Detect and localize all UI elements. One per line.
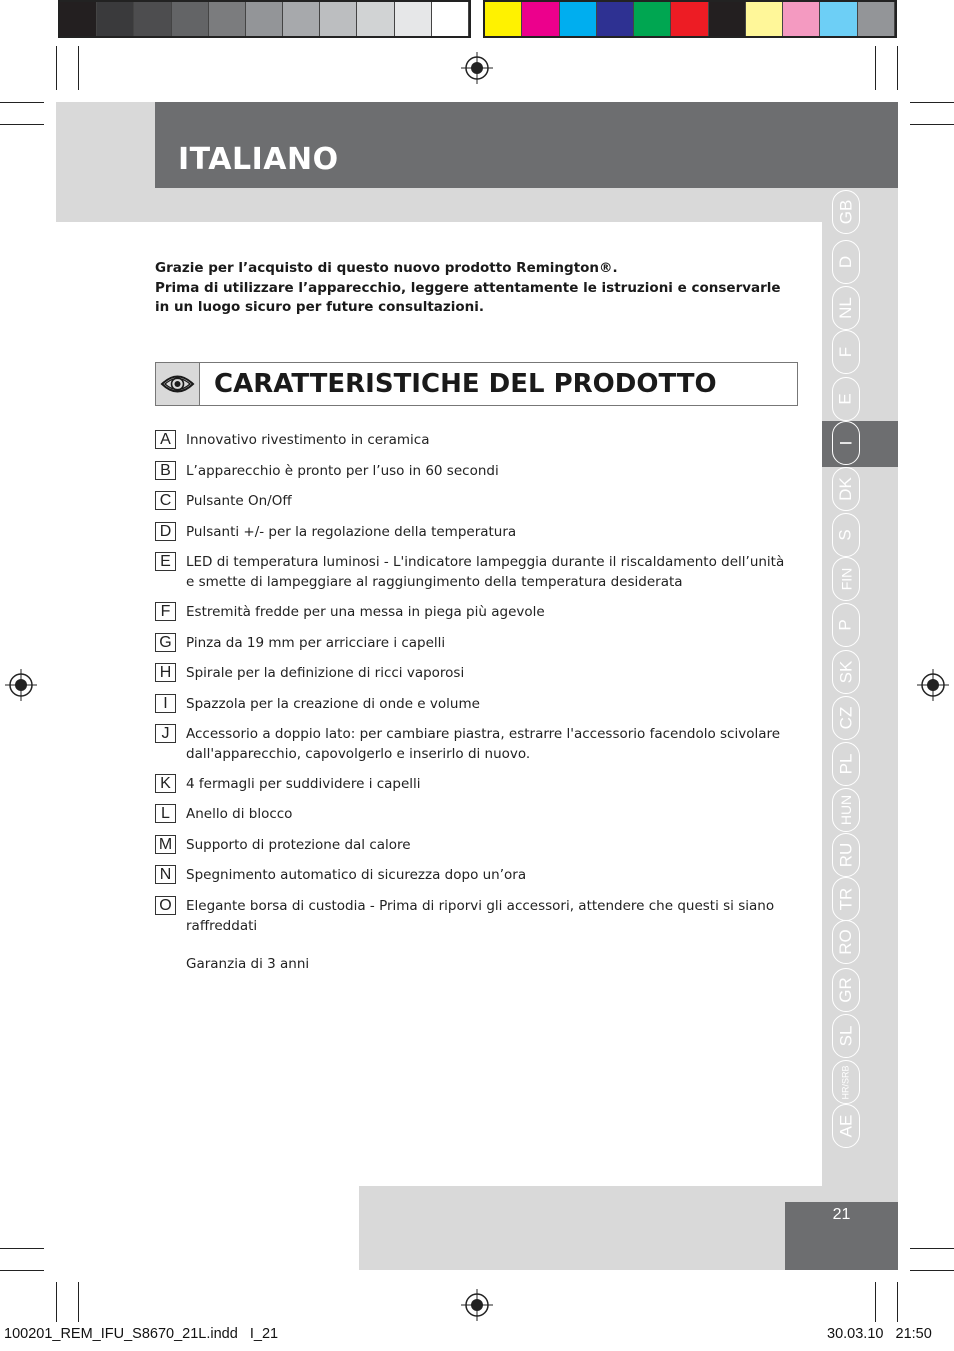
color-swatch (783, 2, 820, 36)
color-swatch (634, 2, 671, 36)
language-tab-ae[interactable] (832, 1104, 860, 1148)
color-swatch (357, 2, 394, 36)
color-swatch (671, 2, 708, 36)
language-tab-label: NL (835, 297, 855, 319)
language-tab-label: CZ (835, 706, 855, 730)
feature-text: Pinza da 19 mm per arricciare i capelli (186, 635, 446, 651)
language-tab-i[interactable] (832, 421, 860, 465)
slug-datetime: 30.03.10 21:50 (827, 1326, 932, 1342)
language-tab-p[interactable] (832, 603, 860, 647)
language-tab-label: HUN (838, 794, 854, 826)
color-swatch (432, 2, 469, 36)
intro-text (155, 259, 795, 318)
section-icon-box (155, 362, 200, 406)
language-tab-tr[interactable] (832, 877, 860, 921)
feature-text: Spazzola per la creazione di onde e volume (186, 696, 480, 712)
language-tab-ro[interactable] (832, 920, 860, 964)
feature-letter: H (155, 663, 176, 682)
feature-text: Pulsante On/Off (186, 493, 292, 509)
feature-text: Innovativo rivestimento in ceramica (186, 432, 430, 448)
feature-letter: F (155, 602, 176, 621)
slug-file: 100201_REM_IFU_S8670_21L.indd I_21 (4, 1326, 279, 1342)
language-tab-label: HR/SRB (840, 1064, 851, 1100)
language-tab-label: SL (835, 1025, 855, 1047)
registration-mark-left (5, 669, 37, 701)
warranty-text: Garanzia di 3 anni (186, 956, 310, 972)
language-tab-gb[interactable] (832, 190, 860, 234)
color-swatch (746, 2, 783, 36)
intro-line-1: Grazie per l’acquisto di questo nuovo prodotto Remington®. (155, 260, 618, 276)
language-tab-ru[interactable] (832, 833, 860, 877)
feature-letter: K (155, 774, 176, 793)
language-tab-nl[interactable] (832, 286, 860, 330)
color-swatch (560, 2, 597, 36)
color-swatch (209, 2, 246, 36)
feature-text: LED di temperatura luminosi - L'indicatore lampeggia durante il riscaldamento dell’unità e smette di lampeggiare al raggiungimento della temperatura desiderata (186, 554, 785, 590)
registration-mark-top (461, 52, 493, 84)
language-tab-label: DK (836, 477, 855, 501)
language-tab-label: P (836, 619, 855, 631)
color-swatch (820, 2, 857, 36)
language-tab-label: GB (836, 199, 855, 225)
feature-text: 4 fermagli per suddividere i capelli (186, 776, 421, 792)
color-bar-grayscale (58, 0, 471, 38)
feature-text: L’apparecchio è pronto per l’uso in 60 secondi (186, 463, 499, 479)
feature-text: Supporto di protezione dal calore (186, 837, 411, 853)
color-swatch (246, 2, 283, 36)
language-tab-s[interactable] (832, 513, 860, 557)
language-tab-label: RU (836, 842, 855, 868)
language-tab-hun[interactable] (832, 788, 860, 832)
feature-letter: J (155, 724, 176, 743)
color-swatch (395, 2, 432, 36)
feature-letter: I (155, 694, 176, 713)
intro-line-2: Prima di utilizzare l’apparecchio, leggere attentamente le istruzioni e conservarle in un luogo sicuro per future consultazioni. (155, 279, 781, 315)
feature-text: Pulsanti +/- per la regolazione della temperatura (186, 524, 517, 540)
color-swatch (597, 2, 634, 36)
language-tab-e[interactable] (832, 377, 860, 421)
feature-text: Elegante borsa di custodia - Prima di riporvi gli accessori, attendere che questi si siano raffreddati (186, 898, 775, 934)
language-tab-label: RO (836, 929, 855, 955)
eye-icon (156, 363, 199, 405)
language-tab-hr-srb[interactable] (832, 1060, 860, 1104)
feature-text: Accessorio a doppio lato: per cambiare piastra, estrarre l'accessorio facendolo scivolare dall'apparecchio, capovolgerlo e inserirlo di nuovo. (186, 726, 781, 762)
color-swatch (134, 2, 171, 36)
registration-mark-bottom (461, 1289, 493, 1321)
registration-mark-right (917, 669, 949, 701)
feature-letter: B (155, 461, 176, 480)
feature-text: Spegnimento automatico di sicurezza dopo un’ora (186, 867, 527, 883)
feature-letter: N (155, 865, 176, 884)
feature-letter: L (155, 804, 176, 823)
page-number: 21 (832, 1206, 851, 1223)
language-tab-dk[interactable] (832, 467, 860, 511)
feature-letter: E (155, 552, 176, 571)
section-title: CARATTERISTICHE DEL PRODOTTO (214, 369, 717, 399)
language-tab-label: F (835, 346, 855, 358)
language-tab-sl[interactable] (832, 1014, 860, 1058)
feature-letter: M (155, 835, 176, 854)
page-title: ITALIANO (178, 142, 339, 177)
language-tab-sk[interactable] (832, 650, 860, 694)
language-tab-label: AE (836, 1114, 855, 1138)
color-swatch (60, 2, 97, 36)
language-tab-f[interactable] (832, 330, 860, 374)
language-tab-gr[interactable] (832, 968, 860, 1012)
feature-letter: C (155, 491, 176, 510)
color-swatch (97, 2, 134, 36)
language-tab-label: PL (835, 753, 855, 775)
color-swatch (858, 2, 895, 36)
language-tab-label: GR (836, 977, 855, 1003)
language-tab-fin[interactable] (832, 557, 860, 601)
feature-letter: A (155, 430, 176, 449)
language-tab-pl[interactable] (832, 742, 860, 786)
language-tab-label: I (835, 440, 855, 446)
language-tab-d[interactable] (832, 240, 860, 284)
language-tab-label: S (836, 529, 855, 541)
color-swatch (522, 2, 559, 36)
color-bar-process (483, 0, 897, 38)
feature-letter: G (155, 633, 176, 652)
language-tab-label: D (836, 255, 855, 269)
color-swatch (172, 2, 209, 36)
feature-letter: O (155, 896, 176, 915)
feature-text: Anello di blocco (186, 806, 293, 822)
feature-text: Spirale per la definizione di ricci vaporosi (186, 665, 465, 681)
feature-letter: D (155, 522, 176, 541)
language-tab-label: SK (836, 660, 855, 684)
color-swatch (283, 2, 320, 36)
color-swatch (320, 2, 357, 36)
language-tab-cz[interactable] (832, 696, 860, 740)
color-swatch (709, 2, 746, 36)
language-tab-label: TR (835, 887, 855, 911)
feature-text: Estremità fredde per una messa in piega più agevole (186, 604, 545, 620)
language-tab-label: E (836, 393, 855, 405)
color-swatch (485, 2, 522, 36)
language-tab-label: FIN (838, 567, 854, 591)
